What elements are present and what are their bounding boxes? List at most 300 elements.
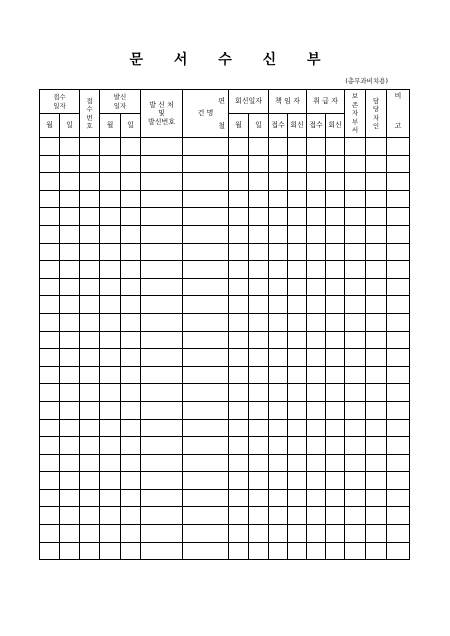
ledger-cell[interactable] xyxy=(80,384,100,402)
ledger-cell[interactable] xyxy=(345,243,366,261)
ledger-cell[interactable] xyxy=(80,138,100,156)
ledger-cell[interactable] xyxy=(307,489,326,507)
ledger-cell[interactable] xyxy=(269,173,288,191)
ledger-cell[interactable] xyxy=(387,525,410,543)
ledger-cell[interactable] xyxy=(366,507,387,525)
ledger-cell[interactable] xyxy=(60,225,80,243)
ledger-cell[interactable] xyxy=(366,138,387,156)
ledger-cell[interactable] xyxy=(288,208,307,226)
ledger-cell[interactable] xyxy=(387,190,410,208)
ledger-cell[interactable] xyxy=(307,225,326,243)
ledger-cell[interactable] xyxy=(40,419,60,437)
ledger-cell[interactable] xyxy=(366,419,387,437)
ledger-cell[interactable] xyxy=(60,507,80,525)
ledger-cell[interactable] xyxy=(269,296,288,314)
ledger-cell[interactable] xyxy=(345,331,366,349)
ledger-cell[interactable] xyxy=(141,173,183,191)
ledger-cell[interactable] xyxy=(366,437,387,455)
ledger-cell[interactable] xyxy=(40,525,60,543)
ledger-cell[interactable] xyxy=(121,313,141,331)
ledger-cell[interactable] xyxy=(60,366,80,384)
ledger-cell[interactable] xyxy=(326,296,345,314)
ledger-cell[interactable] xyxy=(288,225,307,243)
ledger-cell[interactable] xyxy=(288,401,307,419)
ledger-cell[interactable] xyxy=(141,366,183,384)
ledger-cell[interactable] xyxy=(345,296,366,314)
ledger-cell[interactable] xyxy=(288,261,307,279)
ledger-cell[interactable] xyxy=(307,437,326,455)
ledger-cell[interactable] xyxy=(288,437,307,455)
ledger-cell[interactable] xyxy=(80,542,100,560)
ledger-cell[interactable] xyxy=(60,331,80,349)
ledger-cell[interactable] xyxy=(366,331,387,349)
ledger-cell[interactable] xyxy=(326,243,345,261)
ledger-cell[interactable] xyxy=(100,542,121,560)
ledger-cell[interactable] xyxy=(100,401,121,419)
ledger-cell[interactable] xyxy=(387,173,410,191)
ledger-cell[interactable] xyxy=(307,472,326,490)
ledger-cell[interactable] xyxy=(100,173,121,191)
ledger-cell[interactable] xyxy=(269,208,288,226)
ledger-cell[interactable] xyxy=(229,278,249,296)
ledger-cell[interactable] xyxy=(121,419,141,437)
ledger-cell[interactable] xyxy=(387,542,410,560)
ledger-cell[interactable] xyxy=(229,173,249,191)
ledger-cell[interactable] xyxy=(326,173,345,191)
ledger-cell[interactable] xyxy=(249,366,269,384)
ledger-cell[interactable] xyxy=(345,419,366,437)
ledger-cell[interactable] xyxy=(60,261,80,279)
ledger-cell[interactable] xyxy=(249,454,269,472)
ledger-cell[interactable] xyxy=(80,489,100,507)
ledger-cell[interactable] xyxy=(269,472,288,490)
ledger-cell[interactable] xyxy=(307,155,326,173)
ledger-cell[interactable] xyxy=(288,419,307,437)
ledger-cell[interactable] xyxy=(229,366,249,384)
ledger-cell[interactable] xyxy=(60,155,80,173)
ledger-cell[interactable] xyxy=(366,296,387,314)
ledger-cell[interactable] xyxy=(249,173,269,191)
ledger-cell[interactable] xyxy=(288,542,307,560)
ledger-cell[interactable] xyxy=(229,454,249,472)
ledger-cell[interactable] xyxy=(40,278,60,296)
ledger-cell[interactable] xyxy=(387,472,410,490)
ledger-cell[interactable] xyxy=(366,278,387,296)
ledger-cell[interactable] xyxy=(141,243,183,261)
ledger-cell[interactable] xyxy=(80,331,100,349)
ledger-cell[interactable] xyxy=(229,472,249,490)
ledger-cell[interactable] xyxy=(121,489,141,507)
ledger-cell[interactable] xyxy=(387,208,410,226)
ledger-cell[interactable] xyxy=(183,542,229,560)
ledger-cell[interactable] xyxy=(80,313,100,331)
ledger-cell[interactable] xyxy=(183,225,229,243)
ledger-cell[interactable] xyxy=(141,208,183,226)
ledger-cell[interactable] xyxy=(100,437,121,455)
ledger-cell[interactable] xyxy=(288,243,307,261)
ledger-cell[interactable] xyxy=(269,190,288,208)
ledger-cell[interactable] xyxy=(183,190,229,208)
ledger-cell[interactable] xyxy=(141,190,183,208)
ledger-cell[interactable] xyxy=(387,401,410,419)
ledger-cell[interactable] xyxy=(345,278,366,296)
ledger-cell[interactable] xyxy=(249,331,269,349)
ledger-cell[interactable] xyxy=(40,454,60,472)
ledger-cell[interactable] xyxy=(326,138,345,156)
ledger-cell[interactable] xyxy=(121,208,141,226)
ledger-cell[interactable] xyxy=(100,454,121,472)
ledger-cell[interactable] xyxy=(387,313,410,331)
ledger-cell[interactable] xyxy=(269,138,288,156)
ledger-cell[interactable] xyxy=(307,173,326,191)
ledger-cell[interactable] xyxy=(307,349,326,367)
ledger-cell[interactable] xyxy=(345,454,366,472)
ledger-cell[interactable] xyxy=(387,331,410,349)
ledger-cell[interactable] xyxy=(269,155,288,173)
ledger-cell[interactable] xyxy=(269,261,288,279)
ledger-cell[interactable] xyxy=(229,437,249,455)
ledger-cell[interactable] xyxy=(121,296,141,314)
ledger-cell[interactable] xyxy=(183,401,229,419)
ledger-cell[interactable] xyxy=(269,454,288,472)
ledger-cell[interactable] xyxy=(100,138,121,156)
ledger-cell[interactable] xyxy=(345,225,366,243)
ledger-cell[interactable] xyxy=(326,331,345,349)
ledger-cell[interactable] xyxy=(387,138,410,156)
ledger-cell[interactable] xyxy=(269,401,288,419)
ledger-cell[interactable] xyxy=(249,401,269,419)
ledger-cell[interactable] xyxy=(141,525,183,543)
ledger-cell[interactable] xyxy=(249,261,269,279)
ledger-cell[interactable] xyxy=(40,401,60,419)
ledger-cell[interactable] xyxy=(307,208,326,226)
ledger-cell[interactable] xyxy=(40,155,60,173)
ledger-cell[interactable] xyxy=(229,313,249,331)
ledger-cell[interactable] xyxy=(345,384,366,402)
ledger-cell[interactable] xyxy=(183,278,229,296)
ledger-cell[interactable] xyxy=(183,173,229,191)
ledger-cell[interactable] xyxy=(387,437,410,455)
ledger-cell[interactable] xyxy=(249,419,269,437)
ledger-cell[interactable] xyxy=(40,349,60,367)
ledger-cell[interactable] xyxy=(121,454,141,472)
ledger-cell[interactable] xyxy=(141,138,183,156)
ledger-cell[interactable] xyxy=(141,507,183,525)
ledger-cell[interactable] xyxy=(40,296,60,314)
ledger-cell[interactable] xyxy=(249,349,269,367)
ledger-cell[interactable] xyxy=(269,384,288,402)
ledger-cell[interactable] xyxy=(326,349,345,367)
ledger-cell[interactable] xyxy=(366,349,387,367)
ledger-cell[interactable] xyxy=(345,489,366,507)
ledger-cell[interactable] xyxy=(249,542,269,560)
ledger-cell[interactable] xyxy=(366,542,387,560)
ledger-cell[interactable] xyxy=(121,349,141,367)
ledger-cell[interactable] xyxy=(345,190,366,208)
ledger-cell[interactable] xyxy=(366,225,387,243)
ledger-cell[interactable] xyxy=(269,243,288,261)
ledger-cell[interactable] xyxy=(141,454,183,472)
ledger-cell[interactable] xyxy=(326,507,345,525)
ledger-cell[interactable] xyxy=(141,155,183,173)
ledger-cell[interactable] xyxy=(269,419,288,437)
ledger-cell[interactable] xyxy=(183,296,229,314)
ledger-cell[interactable] xyxy=(229,261,249,279)
ledger-cell[interactable] xyxy=(121,384,141,402)
ledger-cell[interactable] xyxy=(288,454,307,472)
ledger-cell[interactable] xyxy=(183,507,229,525)
ledger-cell[interactable] xyxy=(100,278,121,296)
ledger-cell[interactable] xyxy=(183,331,229,349)
ledger-cell[interactable] xyxy=(40,489,60,507)
ledger-cell[interactable] xyxy=(100,384,121,402)
ledger-cell[interactable] xyxy=(249,208,269,226)
ledger-cell[interactable] xyxy=(249,296,269,314)
ledger-cell[interactable] xyxy=(121,225,141,243)
ledger-cell[interactable] xyxy=(80,472,100,490)
ledger-cell[interactable] xyxy=(60,542,80,560)
ledger-cell[interactable] xyxy=(269,331,288,349)
ledger-cell[interactable] xyxy=(307,384,326,402)
ledger-cell[interactable] xyxy=(60,454,80,472)
ledger-cell[interactable] xyxy=(326,401,345,419)
ledger-cell[interactable] xyxy=(100,472,121,490)
ledger-cell[interactable] xyxy=(183,261,229,279)
ledger-cell[interactable] xyxy=(288,525,307,543)
ledger-cell[interactable] xyxy=(100,489,121,507)
ledger-cell[interactable] xyxy=(40,507,60,525)
ledger-cell[interactable] xyxy=(100,261,121,279)
ledger-cell[interactable] xyxy=(387,225,410,243)
ledger-cell[interactable] xyxy=(307,401,326,419)
ledger-cell[interactable] xyxy=(121,243,141,261)
ledger-cell[interactable] xyxy=(269,278,288,296)
ledger-cell[interactable] xyxy=(121,542,141,560)
ledger-cell[interactable] xyxy=(121,173,141,191)
ledger-cell[interactable] xyxy=(269,349,288,367)
ledger-cell[interactable] xyxy=(60,208,80,226)
ledger-cell[interactable] xyxy=(326,419,345,437)
ledger-cell[interactable] xyxy=(183,208,229,226)
ledger-cell[interactable] xyxy=(80,261,100,279)
ledger-cell[interactable] xyxy=(326,542,345,560)
ledger-cell[interactable] xyxy=(141,349,183,367)
ledger-cell[interactable] xyxy=(269,507,288,525)
ledger-cell[interactable] xyxy=(40,313,60,331)
ledger-cell[interactable] xyxy=(229,155,249,173)
ledger-cell[interactable] xyxy=(80,525,100,543)
ledger-cell[interactable] xyxy=(345,208,366,226)
ledger-cell[interactable] xyxy=(229,296,249,314)
ledger-cell[interactable] xyxy=(40,542,60,560)
ledger-cell[interactable] xyxy=(288,313,307,331)
ledger-cell[interactable] xyxy=(387,454,410,472)
ledger-cell[interactable] xyxy=(80,454,100,472)
ledger-cell[interactable] xyxy=(229,331,249,349)
ledger-cell[interactable] xyxy=(307,138,326,156)
ledger-cell[interactable] xyxy=(60,349,80,367)
ledger-cell[interactable] xyxy=(307,366,326,384)
ledger-cell[interactable] xyxy=(366,401,387,419)
ledger-cell[interactable] xyxy=(307,278,326,296)
ledger-cell[interactable] xyxy=(141,331,183,349)
ledger-cell[interactable] xyxy=(326,472,345,490)
ledger-cell[interactable] xyxy=(60,173,80,191)
ledger-cell[interactable] xyxy=(60,138,80,156)
ledger-cell[interactable] xyxy=(80,208,100,226)
ledger-cell[interactable] xyxy=(100,225,121,243)
ledger-cell[interactable] xyxy=(326,437,345,455)
ledger-cell[interactable] xyxy=(387,243,410,261)
ledger-cell[interactable] xyxy=(307,507,326,525)
ledger-cell[interactable] xyxy=(387,507,410,525)
ledger-cell[interactable] xyxy=(229,489,249,507)
ledger-cell[interactable] xyxy=(326,489,345,507)
ledger-cell[interactable] xyxy=(366,155,387,173)
ledger-cell[interactable] xyxy=(60,525,80,543)
ledger-cell[interactable] xyxy=(80,296,100,314)
ledger-cell[interactable] xyxy=(121,138,141,156)
ledger-cell[interactable] xyxy=(288,366,307,384)
ledger-cell[interactable] xyxy=(229,384,249,402)
ledger-cell[interactable] xyxy=(183,366,229,384)
ledger-cell[interactable] xyxy=(366,313,387,331)
ledger-cell[interactable] xyxy=(80,437,100,455)
ledger-cell[interactable] xyxy=(40,243,60,261)
ledger-cell[interactable] xyxy=(183,437,229,455)
ledger-cell[interactable] xyxy=(80,419,100,437)
ledger-cell[interactable] xyxy=(249,155,269,173)
ledger-cell[interactable] xyxy=(141,419,183,437)
ledger-cell[interactable] xyxy=(40,366,60,384)
ledger-cell[interactable] xyxy=(100,190,121,208)
ledger-cell[interactable] xyxy=(229,349,249,367)
ledger-cell[interactable] xyxy=(366,489,387,507)
ledger-cell[interactable] xyxy=(100,349,121,367)
ledger-cell[interactable] xyxy=(307,313,326,331)
ledger-cell[interactable] xyxy=(229,401,249,419)
ledger-cell[interactable] xyxy=(345,138,366,156)
ledger-cell[interactable] xyxy=(141,437,183,455)
ledger-cell[interactable] xyxy=(326,261,345,279)
ledger-cell[interactable] xyxy=(183,472,229,490)
ledger-cell[interactable] xyxy=(288,489,307,507)
ledger-cell[interactable] xyxy=(366,190,387,208)
ledger-cell[interactable] xyxy=(345,401,366,419)
ledger-cell[interactable] xyxy=(288,190,307,208)
ledger-cell[interactable] xyxy=(307,261,326,279)
ledger-cell[interactable] xyxy=(326,454,345,472)
ledger-cell[interactable] xyxy=(387,278,410,296)
ledger-cell[interactable] xyxy=(387,349,410,367)
ledger-cell[interactable] xyxy=(387,261,410,279)
ledger-cell[interactable] xyxy=(345,366,366,384)
ledger-cell[interactable] xyxy=(60,419,80,437)
ledger-cell[interactable] xyxy=(326,155,345,173)
ledger-cell[interactable] xyxy=(121,331,141,349)
ledger-cell[interactable] xyxy=(249,243,269,261)
ledger-cell[interactable] xyxy=(60,489,80,507)
ledger-cell[interactable] xyxy=(345,349,366,367)
ledger-cell[interactable] xyxy=(288,331,307,349)
ledger-cell[interactable] xyxy=(229,419,249,437)
ledger-cell[interactable] xyxy=(249,472,269,490)
ledger-cell[interactable] xyxy=(366,173,387,191)
ledger-cell[interactable] xyxy=(183,243,229,261)
ledger-cell[interactable] xyxy=(249,507,269,525)
ledger-cell[interactable] xyxy=(249,190,269,208)
ledger-cell[interactable] xyxy=(269,225,288,243)
ledger-cell[interactable] xyxy=(141,384,183,402)
ledger-cell[interactable] xyxy=(326,278,345,296)
ledger-cell[interactable] xyxy=(366,525,387,543)
ledger-cell[interactable] xyxy=(307,525,326,543)
ledger-cell[interactable] xyxy=(229,138,249,156)
ledger-cell[interactable] xyxy=(100,155,121,173)
ledger-cell[interactable] xyxy=(288,138,307,156)
ledger-cell[interactable] xyxy=(249,313,269,331)
ledger-cell[interactable] xyxy=(100,366,121,384)
ledger-cell[interactable] xyxy=(387,384,410,402)
ledger-cell[interactable] xyxy=(288,155,307,173)
ledger-cell[interactable] xyxy=(80,225,100,243)
ledger-cell[interactable] xyxy=(141,278,183,296)
ledger-cell[interactable] xyxy=(40,190,60,208)
ledger-cell[interactable] xyxy=(288,507,307,525)
ledger-cell[interactable] xyxy=(121,278,141,296)
ledger-cell[interactable] xyxy=(345,507,366,525)
ledger-cell[interactable] xyxy=(249,138,269,156)
ledger-cell[interactable] xyxy=(307,419,326,437)
ledger-cell[interactable] xyxy=(326,208,345,226)
ledger-cell[interactable] xyxy=(326,366,345,384)
ledger-cell[interactable] xyxy=(326,225,345,243)
ledger-cell[interactable] xyxy=(345,313,366,331)
ledger-cell[interactable] xyxy=(40,138,60,156)
ledger-cell[interactable] xyxy=(40,384,60,402)
ledger-cell[interactable] xyxy=(60,437,80,455)
ledger-cell[interactable] xyxy=(60,401,80,419)
ledger-cell[interactable] xyxy=(80,401,100,419)
ledger-cell[interactable] xyxy=(288,296,307,314)
ledger-cell[interactable] xyxy=(141,261,183,279)
ledger-cell[interactable] xyxy=(141,313,183,331)
ledger-cell[interactable] xyxy=(366,208,387,226)
ledger-cell[interactable] xyxy=(80,173,100,191)
ledger-cell[interactable] xyxy=(269,489,288,507)
ledger-cell[interactable] xyxy=(229,507,249,525)
ledger-cell[interactable] xyxy=(307,331,326,349)
ledger-cell[interactable] xyxy=(80,243,100,261)
ledger-cell[interactable] xyxy=(183,454,229,472)
ledger-cell[interactable] xyxy=(100,507,121,525)
ledger-cell[interactable] xyxy=(40,225,60,243)
ledger-cell[interactable] xyxy=(100,313,121,331)
ledger-cell[interactable] xyxy=(100,243,121,261)
ledger-cell[interactable] xyxy=(307,296,326,314)
ledger-cell[interactable] xyxy=(366,366,387,384)
ledger-cell[interactable] xyxy=(121,437,141,455)
ledger-cell[interactable] xyxy=(307,542,326,560)
ledger-cell[interactable] xyxy=(40,472,60,490)
ledger-cell[interactable] xyxy=(121,155,141,173)
ledger-cell[interactable] xyxy=(60,313,80,331)
ledger-cell[interactable] xyxy=(345,261,366,279)
ledger-cell[interactable] xyxy=(40,173,60,191)
ledger-cell[interactable] xyxy=(249,437,269,455)
ledger-cell[interactable] xyxy=(307,454,326,472)
ledger-cell[interactable] xyxy=(269,366,288,384)
